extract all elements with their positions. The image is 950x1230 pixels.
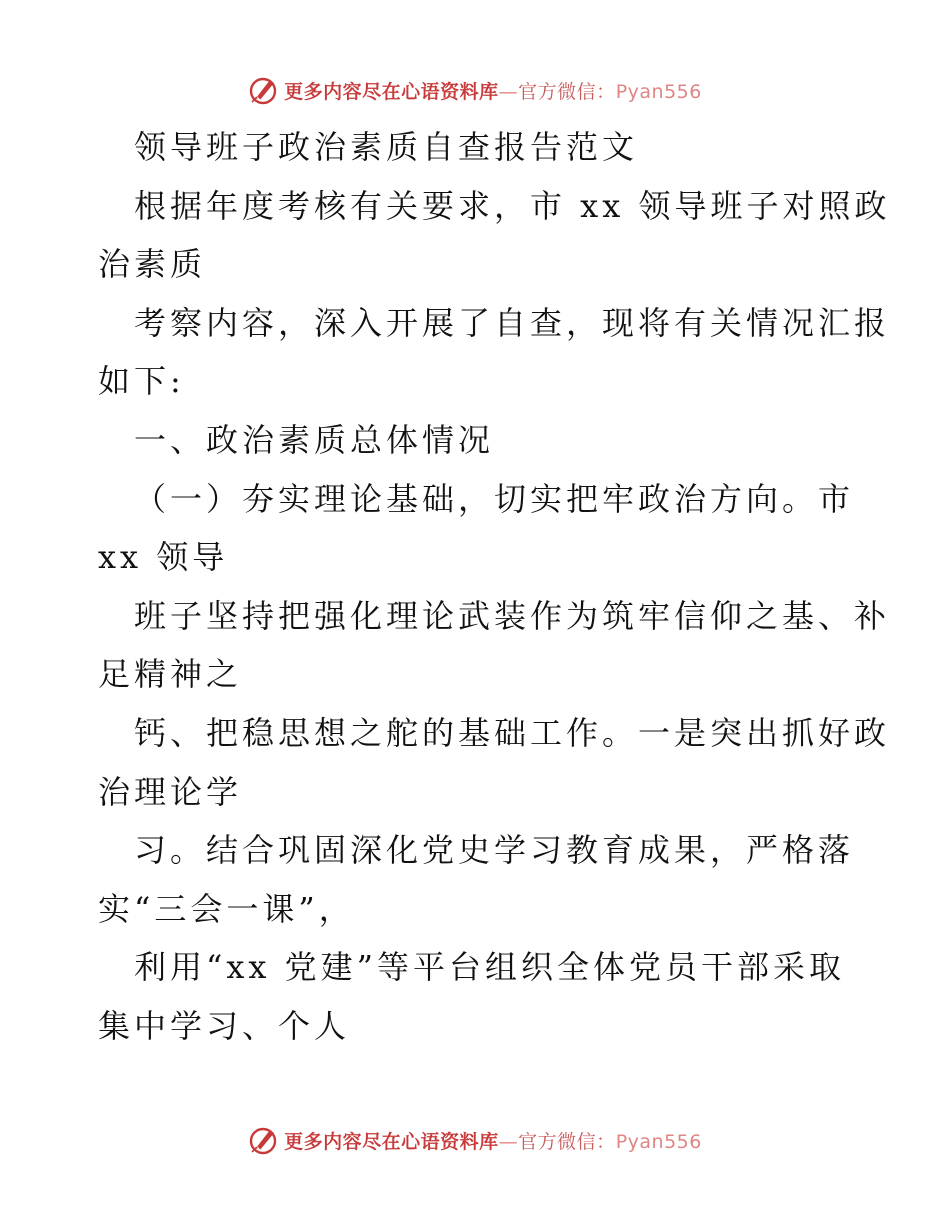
section-heading: 一、政治素质总体情况 [134, 420, 495, 459]
paragraph-line: 班子坚持把强化理论武装作为筑牢信仰之基、补 [134, 596, 891, 635]
header-banner [0, 70, 950, 110]
banner-wechat-label: 官方微信： [518, 1130, 616, 1153]
banner-text [284, 77, 702, 104]
paragraph-line: 实“三会一课”， [98, 889, 355, 928]
paragraph-line: 习。结合巩固深化党史学习教育成果，严格落 [134, 831, 855, 870]
document-body [98, 118, 891, 1056]
document-title: 领导班子政治素质自查报告范文 [134, 128, 639, 166]
paragraph-line: 集中学习、个人 [98, 1006, 351, 1045]
banner-wechat-label: 官方微信： [518, 80, 616, 103]
paragraph-line: 钙、把稳思想之舵的基础工作。一是突出抓好政 [134, 713, 891, 752]
paragraph-line: xx 领导 [98, 538, 229, 577]
banner-wechat-id: Pyan556 [615, 80, 702, 103]
footer-banner [0, 1120, 950, 1160]
paragraph-line: 治理论学 [98, 772, 243, 811]
paragraph-line: 根据年度考核有关要求，市 xx 领导班子对照政 [134, 186, 891, 225]
paragraph-line: 如下: [98, 362, 185, 401]
banner-main-text: 更多内容尽在心语资料库 [284, 1130, 499, 1153]
banner-main-text: 更多内容尽在心语资料库 [284, 80, 499, 103]
quill-pen-logo-icon [248, 74, 280, 106]
quill-pen-logo-icon [248, 1124, 280, 1156]
banner-separator: — [498, 1130, 519, 1153]
banner-text [284, 1127, 702, 1154]
paragraph-line: 足精神之 [98, 655, 243, 694]
paragraph-line: 利用“xx 党建”等平台组织全体党员干部采取 [134, 948, 845, 987]
paragraph-line: 治素质 [98, 245, 207, 284]
subsection-heading: （一）夯实理论基础，切实把牢政治方向。市 [134, 479, 855, 518]
banner-separator: — [498, 80, 519, 103]
banner-wechat-id: Pyan556 [615, 1130, 702, 1153]
paragraph-line: 考察内容，深入开展了自查，现将有关情况汇报 [134, 303, 891, 342]
